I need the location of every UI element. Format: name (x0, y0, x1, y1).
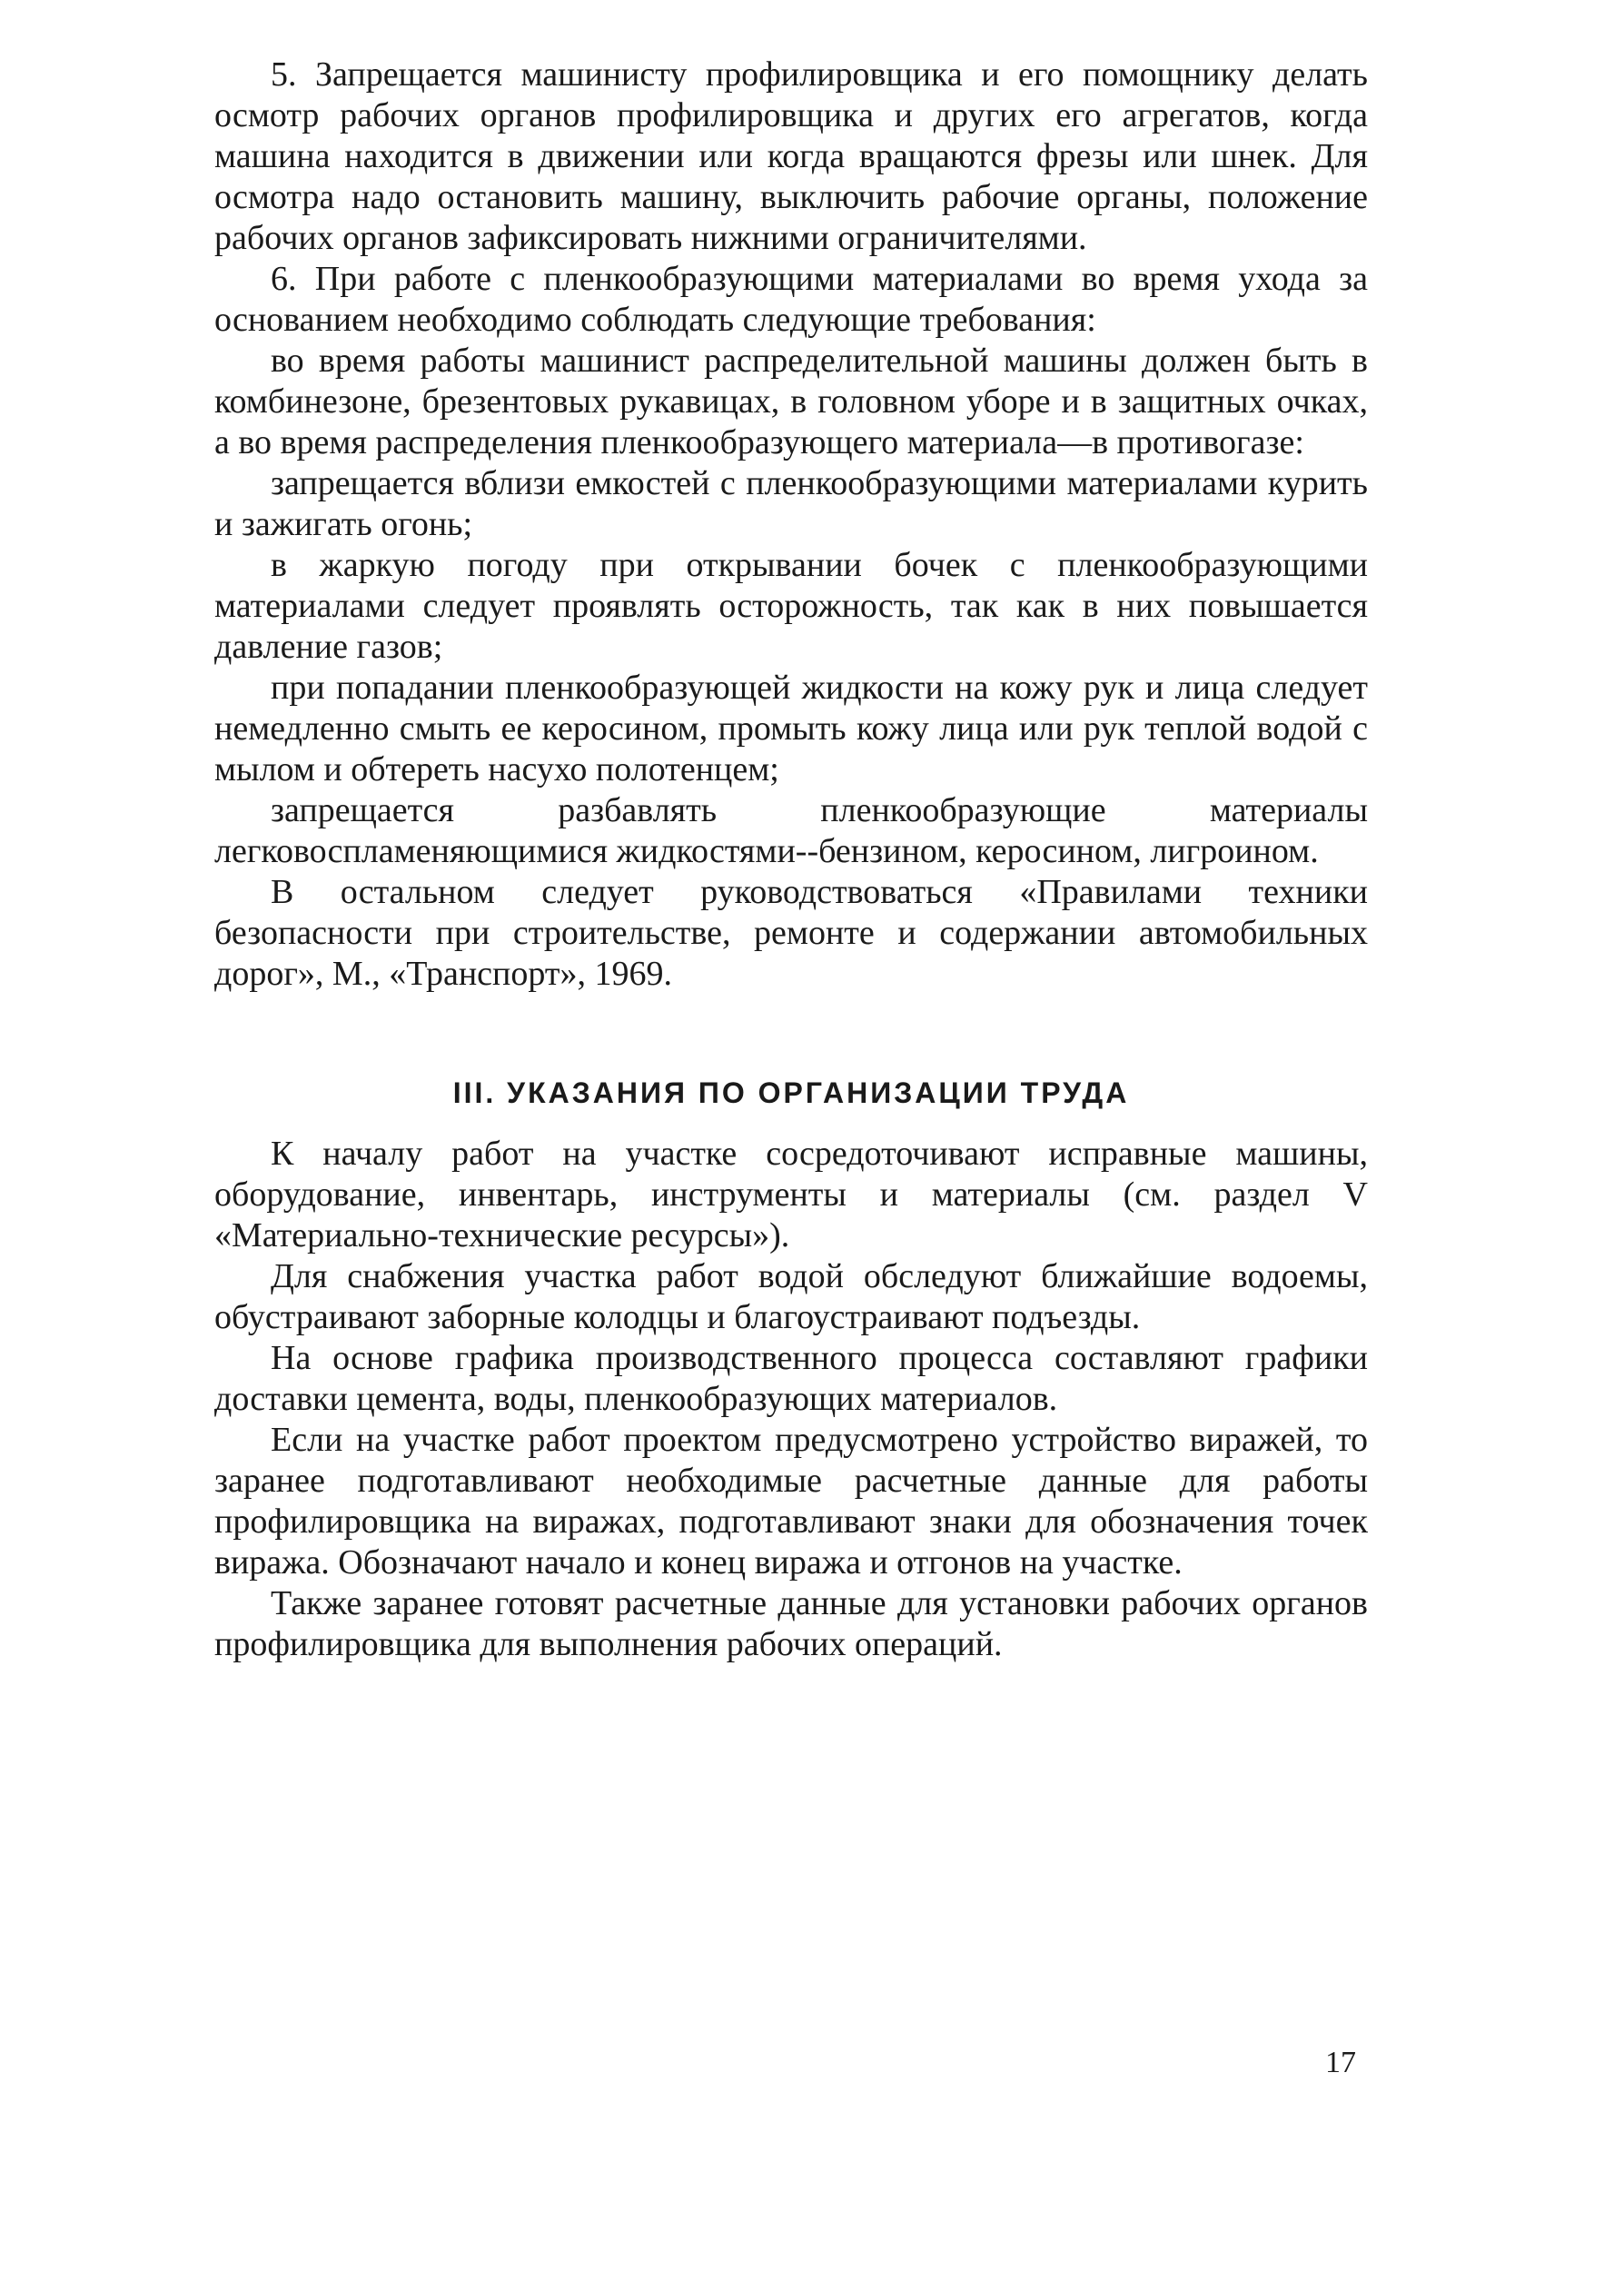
section-heading: III. УКАЗАНИЯ ПО ОРГАНИЗАЦИИ ТРУДА (452, 1076, 1130, 1109)
requirement-no-smoking: запрещается вблизи емкостей с пленкообразующими материалами курить и зажигать огонь; (214, 464, 1368, 543)
paragraph-curves: Если на участке работ проектом предусмотрено устройство виражей, то заранее подготавливают необходимые расчетные данные для работы профилировщика на виражах, подготавливают знаки для обозначения точек виража. Обозначают начало и конец виража и отгонов на участке. (214, 1421, 1368, 1582)
paragraph-water-supply: Для снабжения участка работ водой обследуют ближайшие водоемы, обустраивают заборные колодцы и благоустраивают подъезды. (214, 1257, 1368, 1336)
page-number: 17 (1325, 2046, 1356, 2079)
document-page (214, 55, 1368, 1665)
requirement-protective-clothing: во время работы машинист распределительной машины должен быть в комбинезоне, брезентовых рукавицах, в головном уборе и в защитных очках, а во время распределения пленкообразующего материала—в противогазе: (214, 342, 1368, 461)
requirement-no-dilution: запрещается разбавлять пленкообразующие материалы легковоспламеняющимися жидкостями--бензином, керосином, лигроином. (214, 791, 1368, 870)
paragraph-setup-data: Также заранее готовят расчетные данные для установки рабочих органов профилировщика для выполнения рабочих операций. (214, 1584, 1368, 1663)
requirement-hot-weather: в жаркую погоду при открывании бочек с пленкообразующими материалами следует проявлять осторожность, так как в них повышается давление газов; (214, 546, 1368, 666)
requirement-skin-contact: при попадании пленкообразующей жидкости на кожу рук и лица следует немедленно смыть ее керосином, промыть кожу лица или рук теплой водой с мылом и обтереть насухо полотенцем; (214, 669, 1368, 788)
paragraph-item-6: 6. При работе с пленкообразующими материалами во время ухода за основанием необходимо соблюдать следующие требования: (214, 260, 1368, 339)
paragraph-delivery-schedules: На основе графика производственного процесса составляют графики доставки цемента, воды, пленкообразующих материалов. (214, 1339, 1368, 1418)
paragraph-safety-rules-reference: В остальном следует руководствоваться «Правилами техники безопасности при строительстве, ремонте и содержании автомобильных дорог», М., «Транспорт», 1969. (214, 873, 1368, 993)
paragraph-item-5: 5. Запрещается машинисту профилировщика и его помощнику делать осмотр рабочих органов профилировщика и других его агрегатов, когда машина находится в движении или когда вращаются фрезы или шнек. Для осмотра надо остановить машину, выключить рабочие органы, положение рабочих органов зафиксировать нижними ограничителями. (214, 55, 1368, 257)
paragraph-work-start: К началу работ на участке сосредоточивают исправные машины, оборудование, инвентарь, инструменты и материалы (см. раздел V «Материально-технические ресурсы»). (214, 1135, 1368, 1255)
